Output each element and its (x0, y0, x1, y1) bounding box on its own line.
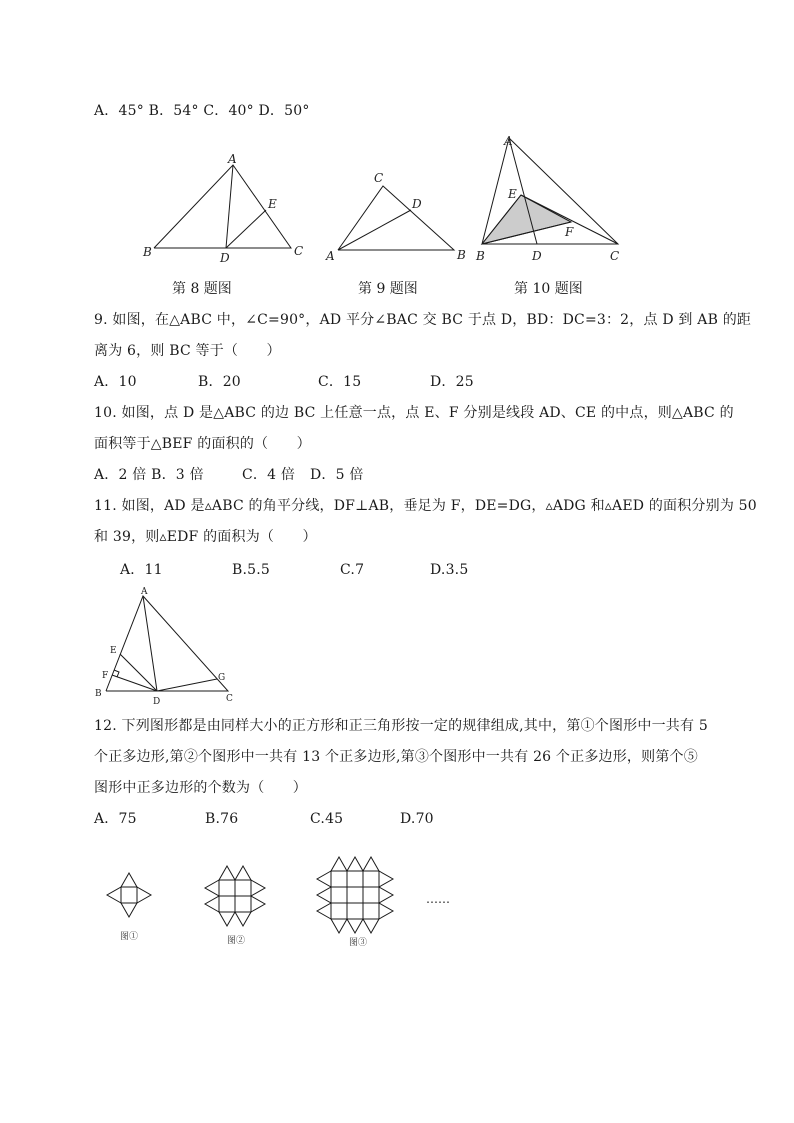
fig11-label-d: D (153, 697, 161, 707)
q12-line-2: 个正多边形,第②个图形中一共有 13 个正多边形,第③个图形中一共有 26 个正多边形，则第个⑤ (94, 749, 698, 765)
fig11-triangle-abc (106, 596, 228, 691)
figure-10 (470, 132, 630, 264)
fig11-segment-ad (143, 596, 157, 691)
q9-line-2: 离为 6，则 BC 等于（ ） (94, 343, 281, 359)
q9-option-c: C．15 (318, 374, 362, 390)
fig10-label-d: D (532, 249, 542, 263)
fig9-caption: 第 9 题图 (358, 281, 418, 297)
q12-option-a: A．75 (94, 811, 137, 827)
q10-option-d: D．5 倍 (310, 467, 364, 483)
fig9-segment-ad (338, 210, 411, 250)
fig8-label-e: E (268, 197, 277, 211)
fig11-label-f: F (102, 671, 109, 681)
fig10-label-f: F (565, 225, 574, 239)
q12-option-b: B.76 (205, 811, 239, 827)
fig11-label-e: E (110, 646, 117, 656)
fig11-segment-de (120, 654, 157, 691)
fig11-label-b: B (95, 689, 102, 699)
q9-line-1: 9. 如图，在△ABC 中，∠C=90°，AD 平分∠BAC 交 BC 于点 D，BD：DC=3：2，点 D 到 AB 的距 (94, 312, 752, 328)
q12-option-d: D.70 (400, 811, 434, 827)
fig11-label-c: C (226, 694, 233, 704)
q8-options: A．45° B．54° C．40° D．50° (94, 103, 310, 119)
fig9-label-a: A (326, 249, 335, 263)
fig11-segment-dg (157, 679, 217, 691)
q11-line-1: 11. 如图，AD 是▵ABC 的角平分线，DF⊥AB，垂足为 F，DE=DG，▵ADG 和▵AED 的面积分别为 50 (94, 498, 757, 514)
fig8-segment-de (226, 210, 266, 248)
q10-option-c: C．4 倍 (242, 467, 296, 483)
fig10-caption: 第 10 题图 (514, 281, 583, 297)
fig8-label-d: D (220, 251, 230, 262)
fig9-label-c: C (374, 171, 384, 185)
fig9-label-d: D (412, 197, 422, 211)
q12-line-3: 图形中正多边形的个数为（ ） (94, 780, 307, 796)
q9-option-a: A．10 (94, 374, 137, 390)
pattern-1 (107, 873, 151, 917)
fig10-label-a: A (504, 134, 513, 148)
pattern-2-caption: 图② (227, 936, 246, 946)
q10-option-ab: A．2 倍 B．3 倍 (94, 467, 204, 483)
pattern-ellipsis: …… (426, 892, 450, 906)
q11-option-b: B.5.5 (232, 562, 271, 578)
figure-9 (322, 168, 472, 263)
fig10-label-e: E (508, 187, 517, 201)
fig8-label-c: C (294, 244, 304, 258)
pattern-2 (205, 866, 265, 926)
fig10-label-c: C (610, 249, 620, 263)
q11-option-a: A．11 (120, 562, 163, 578)
fig9-label-b: B (457, 248, 466, 262)
fig8-label-b: B (143, 245, 152, 259)
figure-11 (90, 586, 240, 708)
pattern-1-caption: 图① (120, 932, 139, 942)
q9-option-b: B．20 (198, 374, 241, 390)
fig10-label-b: B (476, 249, 485, 263)
fig11-label-a: A (141, 587, 148, 597)
q10-line-2: 面积等于△BEF 的面积的（ ） (94, 436, 311, 452)
fig8-label-a: A (228, 152, 237, 166)
figure-12 (100, 855, 460, 955)
fig11-label-g: G (218, 673, 226, 683)
q12-line-1: 12. 下列图形都是由同样大小的正方形和正三角形按一定的规律组成,其中，第①个图形中一共有 5 (94, 718, 708, 734)
fig8-segment-ad (226, 165, 233, 248)
fig8-caption: 第 8 题图 (172, 281, 232, 297)
q10-line-1: 10. 如图，点 D 是△ABC 的边 BC 上任意一点，点 E、F 分别是线段 AD、CE 的中点，则△ABC 的 (94, 405, 734, 421)
pattern-3-caption: 图③ (349, 938, 368, 948)
fig11-segment-df (112, 675, 157, 691)
q9-option-d: D．25 (430, 374, 474, 390)
q11-option-c: C.7 (340, 562, 365, 578)
pattern-3 (317, 857, 393, 933)
q11-option-d: D.3.5 (430, 562, 469, 578)
figure-8 (140, 150, 310, 262)
q12-option-c: C.45 (310, 811, 344, 827)
q11-line-2: 和 39，则▵EDF 的面积为（ ） (94, 529, 317, 545)
